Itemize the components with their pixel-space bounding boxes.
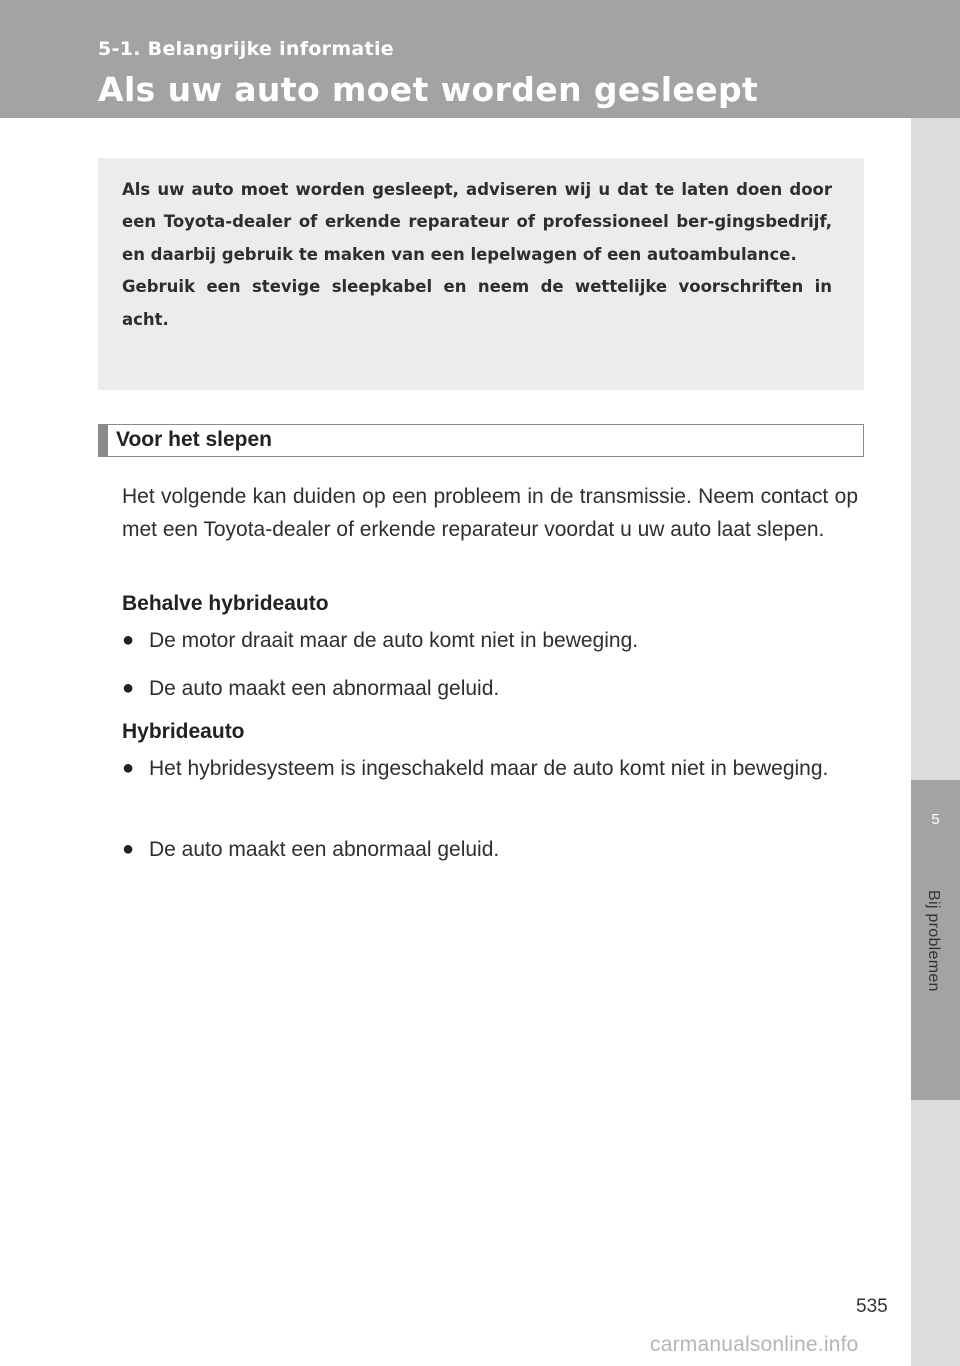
watermark-text: carmanualsonline.info	[650, 1333, 859, 1356]
page-title: Als uw auto moet worden gesleept	[98, 70, 759, 109]
list-item-text: De motor draait maar de auto komt niet in beweging.	[149, 629, 639, 652]
chapter-label: Bij problemen	[925, 890, 942, 992]
list-item	[122, 672, 858, 705]
intro-paragraph-2: Gebruik een stevige sleepkabel en neem de wettelijke voorschriften in acht.	[122, 277, 832, 329]
chapter-side-tab	[911, 118, 960, 1366]
intro-box	[98, 158, 864, 390]
group-label-hybrid: Hybrideauto	[122, 720, 245, 743]
page-number: 535	[856, 1296, 888, 1317]
page-header	[0, 0, 960, 118]
bullet-icon: ●	[122, 838, 135, 860]
body-paragraph: Het volgende kan duiden op een probleem in de transmissie. Neem contact op met een Toyota-dealer of erkende reparateur voordat u uw auto laat slepen.	[122, 485, 858, 541]
bullet-icon: ●	[122, 757, 135, 779]
list-item	[122, 624, 858, 657]
list-item-text: Het hybridesysteem is ingeschakeld maar de auto komt niet in beweging.	[149, 757, 829, 780]
list-item-text: De auto maakt een abnormaal geluid.	[149, 677, 500, 700]
list-item	[122, 833, 858, 866]
bullet-icon: ●	[122, 629, 135, 651]
subsection-heading	[98, 424, 864, 457]
list-item	[122, 752, 858, 785]
group-label-non-hybrid: Behalve hybrideauto	[122, 592, 329, 615]
section-label: 5-1. Belangrijke informatie	[98, 38, 394, 60]
intro-paragraph-1: Als uw auto moet worden gesleept, adviseren wij u dat te laten doen door een Toyota-dealer of erkende reparateur of professioneel ber-gingsbedrijf, en daarbij gebruik te maken van een lepelwagen of een autoambulance.	[122, 180, 832, 264]
list-item-text: De auto maakt een abnormaal geluid.	[149, 838, 500, 861]
bullet-icon: ●	[122, 677, 135, 699]
subsection-heading-text: Voor het slepen	[116, 428, 272, 451]
chapter-number: 5	[931, 811, 940, 828]
